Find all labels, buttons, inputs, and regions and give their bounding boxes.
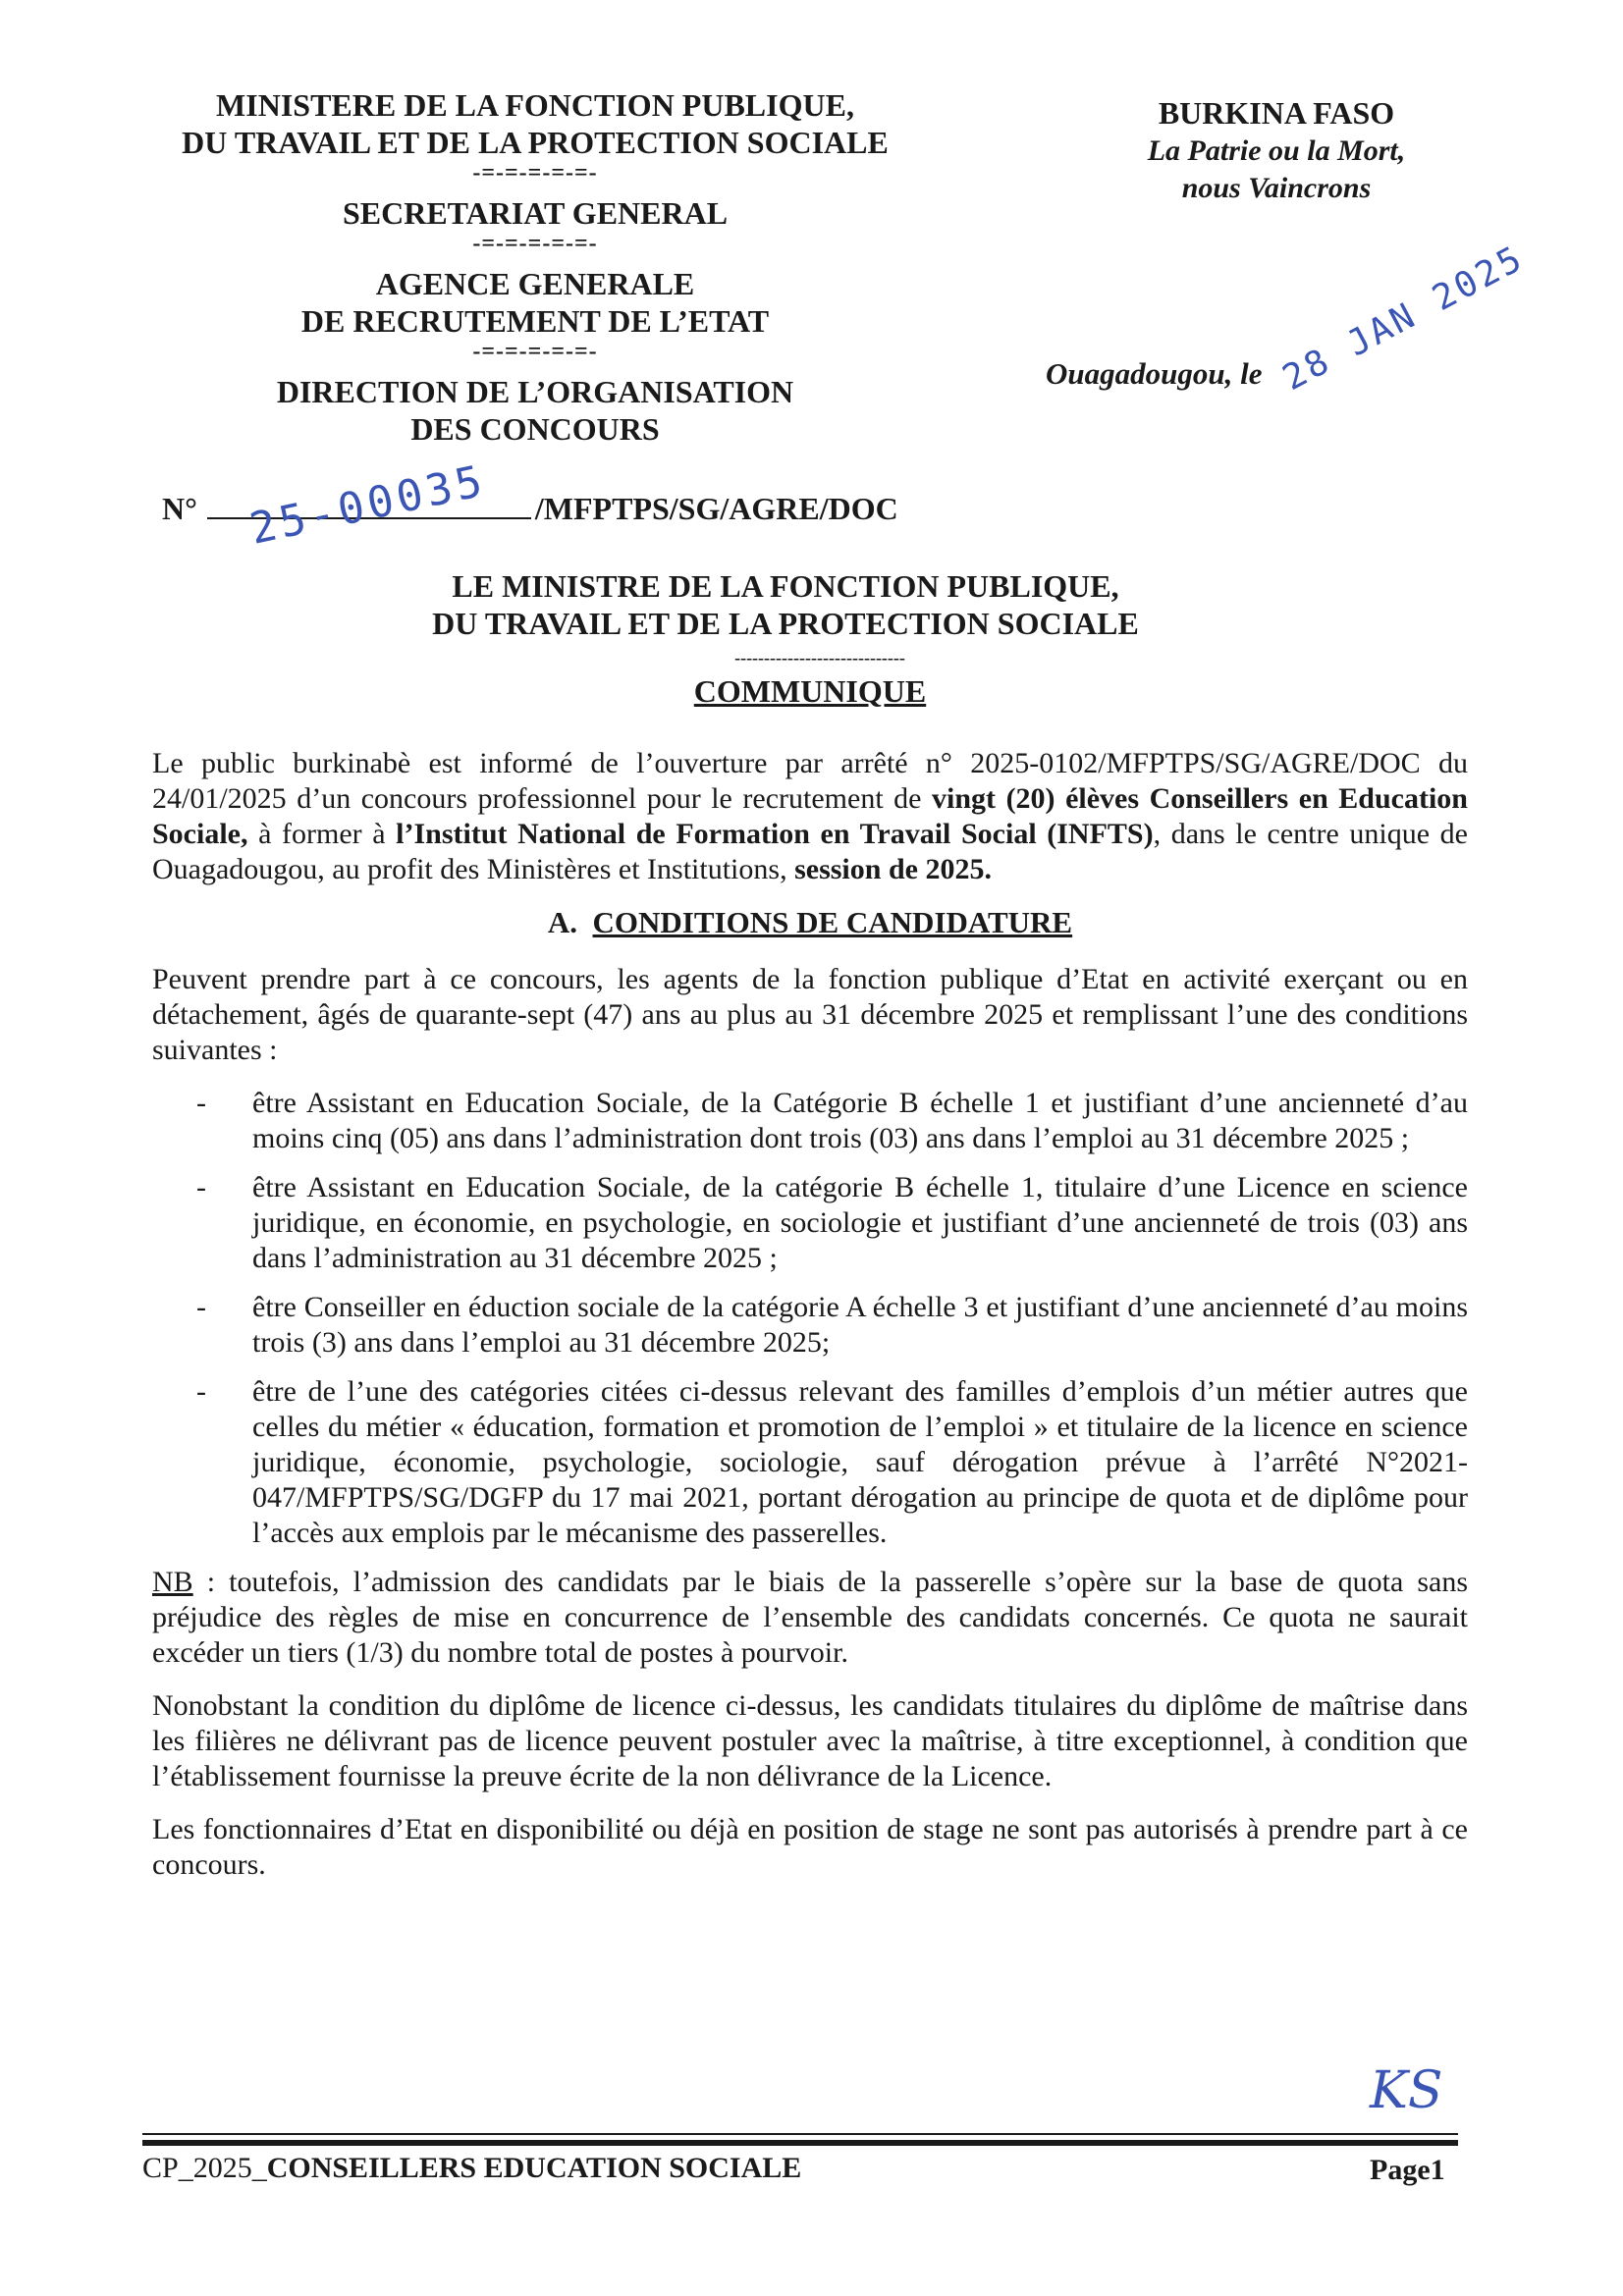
- country-header: [1080, 93, 1473, 207]
- header-separator: -=-=-=-=-=-: [472, 160, 598, 186]
- national-motto-line2: nous Vaincrons: [1181, 172, 1372, 204]
- intro-text: à former à: [247, 818, 397, 850]
- minister-title-line1: LE MINISTRE DE LA FONCTION PUBLIQUE,: [452, 568, 1119, 604]
- reference-prefix: N°: [162, 491, 197, 526]
- reference-number-stamp: 25-00035: [245, 455, 491, 555]
- minister-title-line2: DU TRAVAIL ET DE LA PROTECTION SOCIALE: [432, 606, 1139, 641]
- country-name: BURKINA FASO: [1158, 95, 1395, 131]
- page-number: Page1: [1370, 2154, 1445, 2186]
- section-a-heading: [152, 905, 1468, 940]
- ministry-header: [147, 86, 923, 448]
- direction-name-line1: DIRECTION DE L’ORGANISATION: [276, 374, 794, 409]
- maitrise-paragraph: Nonobstant la condition du diplôme de licence ci-dessus, les candidats titulaires du diplôme de maîtrise dans les filières ne délivrant pas de licence peuvent postuler avec la maîtrise, à titre exceptionnel, à condition que l’établissement fournisse la preuve écrite de la non délivrance de la Licence.: [152, 1689, 1468, 1792]
- conditions-list: [152, 1086, 1468, 1551]
- footer-doc-prefix: CP_2025_: [142, 2152, 267, 2184]
- disponibilite-paragraph: Les fonctionnaires d’Etat en disponibilité ou déjà en position de stage ne sont pas autorisés à prendre part à ce concours.: [152, 1813, 1468, 1881]
- date-stamp: 28 JAN 2025: [1276, 238, 1531, 400]
- intro-paragraph: [152, 746, 1468, 887]
- agency-name-line1: AGENCE GENERALE: [375, 266, 695, 301]
- nb-label: NB: [152, 1566, 193, 1598]
- nb-paragraph: [152, 1565, 1468, 1671]
- condition-item: - être de l’une des catégories citées ci-dessus relevant des familles d’emplois d’un métier autres que celles du métier « éducation, formation et promotion de l’emploi » et titulaire de la licence en science juridique, économie, psychologie, sociologie, sauf dérogation prévue à l’arrêté N°2021-047/MFPTPS/SG/DGFP du 17 mai 2021, portant dérogation au principe de quota et de diplôme pour l’accès aux emplois par le mécanisme des passerelles.: [196, 1374, 1468, 1551]
- city-date-label: Ouagadougou, le: [1046, 356, 1263, 391]
- eligibility-intro: Peuvent prendre part à ce concours, les agents de la fonction publique d’Etat en activité exerçant ou en détachement, âgés de quarante-sept (47) ans au plus au 31 décembre 2025 et remplissant l’une des conditions suivantes :: [152, 963, 1468, 1066]
- condition-item: - être Conseiller en éduction sociale de la catégorie A échelle 3 et justifiant d’une ancienneté d’au moins trois (3) ans dans l’emploi au 31 décembre 2025;: [196, 1290, 1468, 1361]
- header-separator: -=-=-=-=-=-: [472, 231, 598, 256]
- intro-text: , dans le centre unique de Ouagadougou, au profit des Ministères et Institutions,: [152, 818, 1468, 885]
- footer-rule: [142, 2133, 1458, 2135]
- condition-item: - être Assistant en Education Sociale, de la catégorie B échelle 1, titulaire d’une Licence en science juridique, en économie, en psychologie, en sociologie et justifiant d’une ancienneté de trois (03) ans dans l’administration au 31 décembre 2025 ;: [196, 1170, 1468, 1276]
- section-letter: A.: [547, 905, 578, 939]
- national-motto-line1: La Patrie ou la Mort,: [1147, 134, 1406, 167]
- reference-suffix: /MFPTPS/SG/AGRE/DOC: [534, 491, 898, 526]
- title-divider: -----------------------------: [734, 648, 905, 667]
- handwritten-initials: KS: [1370, 2061, 1443, 2120]
- section-title-text: CONDITIONS DE CANDIDATURE: [592, 905, 1073, 939]
- ministry-name-line2: DU TRAVAIL ET DE LA PROTECTION SOCIALE: [182, 125, 889, 160]
- intro-text: Le public burkinabè est informé de l’ouverture par arrêté n° 2025-0102/MFPTPS/SG/AGRE/DOC du 24/01/2025 d’un concours professionnel pour le recrutement de: [152, 747, 1468, 815]
- footer-doc-title: [142, 2152, 801, 2185]
- minister-title: [295, 567, 1276, 642]
- intro-bold-institute: l’Institut National de Formation en Travail Social (INFTS): [396, 818, 1154, 850]
- intro-bold-session: session de 2025.: [794, 853, 992, 885]
- direction-name-line2: DES CONCOURS: [410, 411, 660, 447]
- document-body: [152, 746, 1468, 1900]
- footer-doc-name: CONSEILLERS EDUCATION SOCIALE: [266, 2152, 802, 2184]
- condition-item: - être Assistant en Education Sociale, de la Catégorie B échelle 1 et justifiant d’une ancienneté d’au moins cinq (05) ans dans l’administration dont trois (03) ans dans l’emploi au 31 décembre 2025 ;: [196, 1086, 1468, 1156]
- header-separator: -=-=-=-=-=-: [472, 339, 598, 364]
- secretariat-name: SECRETARIAT GENERAL: [342, 195, 729, 231]
- intro-bold-positions: vingt (20) élèves Conseillers en Education Sociale,: [152, 782, 1468, 850]
- agency-name-line2: DE RECRUTEMENT DE L’ETAT: [300, 303, 770, 339]
- ministry-name-line1: MINISTERE DE LA FONCTION PUBLIQUE,: [216, 87, 854, 123]
- footer-rule: [142, 2140, 1458, 2146]
- nb-text: : toutefois, l’admission des candidats par le biais de la passerelle s’opère sur la base de quota sans préjudice des règles de mise en concurrence de l’ensemble des candidats concernés. Ce quota ne saurait excéder un tiers (1/3) du nombre total de postes à pourvoir.: [152, 1566, 1468, 1669]
- communique-heading: COMMUNIQUE: [693, 673, 927, 709]
